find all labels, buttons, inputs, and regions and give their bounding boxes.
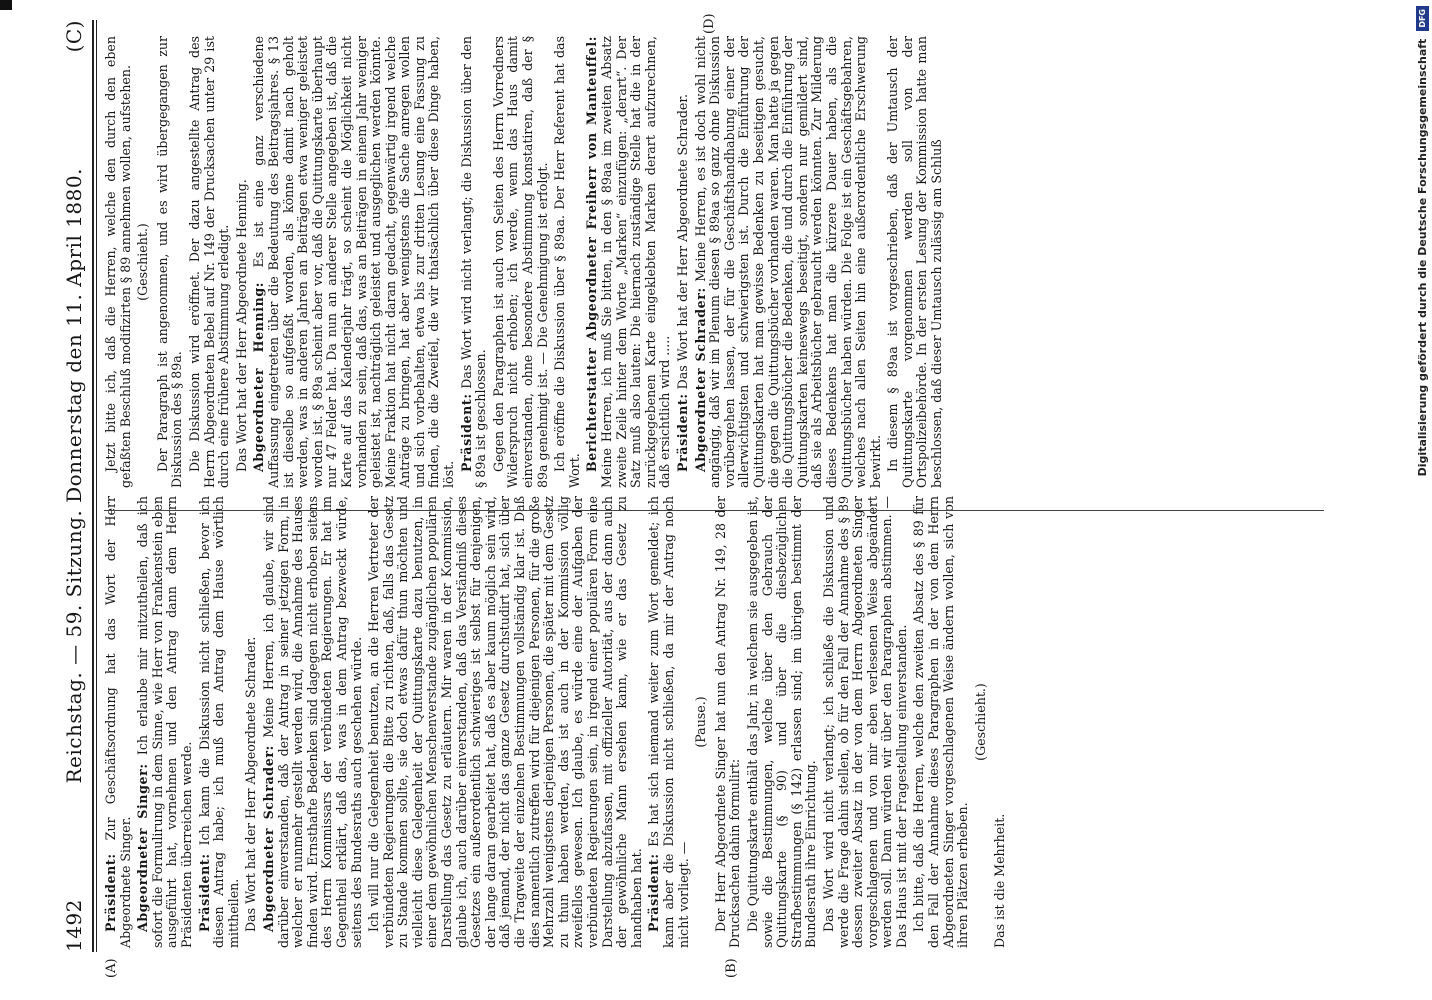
paragraph-text: Die Quittungskarte enthält das Jahr, in welchem sie ausgegeben ist, sowie die Bestimmungen, welche über den Gebrauch der Quittungskarte (§ 90) und über die diesbezüglichen Strafbestimmungen (§ 142) erlassen sind; im übrigen bestimmt der Bundesrath ihre Einrichtung. (744, 496, 819, 948)
header-rule-thin (96, 20, 97, 952)
paragraph (188, 36, 232, 488)
paragraph-text: Das Wort wird nicht verlangt; ich schließe die Diskussion und werde die Frage dahin stellen, ob für den Fall der Annahme des § 89 dessen zweiter Absatz in der von dem Herrn Abgeordneten Singer vorgeschlagenen und von mir eben verlesenen Weise abgeändert werden soll. Dann würden wir über den Paragraphen abstimmen. — Das Haus ist mit der Fragestellung einverstanden. (820, 496, 909, 948)
page-number: 1492 (62, 899, 86, 952)
text-column-right (104, 36, 1334, 488)
speaker-name: Abgeordneter Henning: (251, 282, 267, 472)
stage-direction (136, 36, 151, 488)
paragraph (822, 496, 910, 948)
paragraph-text: Ich erlaube mir mitzutheilen, daß ich sofort die Formulirung in dem Sinne, wie Herr von Frankenstein eben ausgeführt hat, vornehmen und den Antrag dann dem Herrn Präsidenten überreichen werde. (135, 496, 194, 948)
paragraph (262, 496, 364, 948)
margin-letter-c: (C) (62, 20, 86, 53)
paragraph-text: Die Diskussion wird eröffnet. Der dazu angestellte Antrag des Herrn Abgeordneten Bebel auf Nr. 149 der Drucksachen unter 29 ist durch eine frühere Abstimmung erledigt. (186, 36, 232, 488)
stage-direction (974, 496, 989, 948)
paragraph (553, 36, 582, 488)
paragraph (676, 36, 691, 488)
header-rule (92, 20, 94, 952)
paragraph-text: Es ist eine ganz verschiedene Auffassung eingetreten über die Bedeutung des Beitragsjahres. § 13 ist dieselbe so aufgefaßt worden, als könne damit nach geholt werden, was in anderen Jahren an Beiträgen etwa weniger geleistet worden ist. § 89a scheint aber vor, daß die Quittungskarte überhaupt nur 47 Felder hat. Da nun an anderer Stelle angegeben ist, daß die Karte auf das Kalenderjahr trägt, so scheint die Möglichkeit nicht vorhanden zu sein, daß das, was an Beiträgen in einem Jahr weniger geleistet ist, nachträglich geleistet und ausgeglichen werden könnte. Meine Fraktion hat nicht daran gedacht, gegenwärtig irgend welche Anträge zu bringen, hat aber wenigstens die Sache anregen wollen und sich vorbehalten, etwa bis zur dritten Lesung eine Fassung zu finden, die die Zweifel, die wir thatsächlich über diese Dinge haben, löst. (251, 36, 457, 488)
paragraph (367, 496, 644, 948)
paragraph-text: Der Paragraph ist angenommen, und es wird übergegangen zur Diskussion des § 89a. (154, 36, 185, 488)
column-divider (104, 510, 1324, 511)
speaker-name: Berichterstatter Abgeordneter Freiherr von Manteuffel: (584, 36, 600, 472)
paragraph-text: In diesem § 89aa ist vorgeschrieben, daß der Umtausch der Quittungskarte vorgenommen werden soll von der Ortspolizeibehörde. In der ersten Lesung der Kommission hatte man beschlossen, daß dieser Umtausch zulässig am Schluß (885, 36, 945, 488)
paragraph (993, 496, 1008, 948)
running-title: Reichstag. — 59. Sitzung. Donnerstag den 11. April 1880. (62, 168, 86, 784)
paragraph-text: (Geschieht.) (972, 683, 988, 761)
paragraph-text: Das Wort hat der Herr Abgeordnete Schrader. (674, 93, 690, 394)
paragraph-text: (Pause.) (693, 696, 709, 748)
paragraph (912, 496, 970, 948)
paragraph (585, 36, 673, 488)
paragraph-text: Ich eröffne die Diskussion über § 89aa. Der Herr Referent hat das Wort. (552, 36, 582, 488)
paragraph-text: Ich bitte, daß die Herren, welche den zweiten Absatz des § 89 für den Fall der Annahme dieses Paragraphen in der von dem Herrn Abgeordneten Singer vorgeschlagenen Weise ändern wollen, sich von ihren Plätzen erheben. (911, 496, 971, 948)
paragraph-text: Der Herr Abgeordnete Singer hat nun den Antrag Nr. 149, 28 der Drucksachen dahin formulirt: (712, 496, 743, 948)
paragraph (252, 36, 456, 488)
footer-credit: Digitalisierung gefördert durch die Deutsche Forschungsgemeinschaft (1415, 38, 1429, 477)
paragraph (746, 496, 819, 948)
paragraph-text: Das Wort wird nicht verlangt; die Diskussion über den § 89a ist geschlossen. (458, 36, 489, 488)
paragraph (136, 496, 194, 948)
paragraph (104, 496, 133, 948)
paragraph-text: Das ist die Mehrheit. (992, 813, 1008, 948)
paragraph (235, 36, 250, 488)
paragraph-text: Das Wort hat der Herr Abgeordnete Henning. (233, 179, 249, 472)
paragraph-text: Meine Herren, ich glaube, wir sind darüber einverstanden, daß der Antrag in seiner jetzigen Form, in welcher er nunmehr gestellt werden wird, die Annahme des Hauses finden wird. Ernsthafte Bedenken sind dagegen nicht erhoben seitens des Herrn Kommissars der verbündeten Regierungen. Er hat im Gegentheil erklärt, daß das, was in dem Antrag bezweckt würde, seitens des Bundesraths auch geschehen würde. (260, 496, 364, 948)
paragraph (647, 496, 691, 948)
digitization-footer (1412, 0, 1432, 1000)
stage-direction (694, 496, 709, 948)
speaker-name: Präsident: (196, 853, 212, 932)
margin-letter-a: (A) (104, 958, 119, 978)
margin-letter-d: (D) (702, 13, 717, 34)
paragraph (714, 496, 743, 948)
paragraph-text: Zur Geschäftsordnung hat das Wort der Herr Abgeordnete Singer. (103, 496, 133, 948)
paragraph (460, 36, 489, 488)
paragraph (156, 36, 185, 488)
dfg-logo: DFG (1416, 6, 1429, 31)
speaker-name: Präsident: (646, 853, 662, 932)
speaker-name: Abgeordneter Singer: (135, 763, 151, 932)
speaker-name: Abgeordneter Schrader: (260, 745, 276, 932)
paragraph (694, 36, 884, 488)
paragraph (244, 496, 259, 948)
paragraph-text: Meine Herren, es ist doch wohl nicht angängig, daß wir im Plenum diesen § 89aa so ganz ohne Diskussion vorübergehen lassen, der für die Geschäftshandhabung einer der allerwichtigsten und schwierigsten ist. Durch die Einführung der Quittungskarten hat man gewisse Bedenken zu beseitigen gesucht, die gegen die Quittungsbücher vorhanden waren. Man hatte ja gegen die Quittungsbücher die Bedenken, die und durch die Einführung der Quittungskarten keineswegs beseitigt, sondern nur gemildert sind, daß sie als Arbeitsbücher gebraucht werden könnten. Zur Milderung dieses Bedenkens hat man die kürzere Dauer haben, als die Quittungsbücher haben würden. Die Folge ist ein Geschäftsgebahren, welches nach allen Seiten hin eine außerordentliche Erschwerung bewirkt. (692, 36, 883, 488)
paragraph-text: Jetzt bitte ich, daß die Herren, welche den durch den eben gefaßten Beschluß modifizirten § 89 annehmen wollen, aufstehen. (103, 36, 133, 488)
paragraph-text: Das Wort hat der Herr Abgeordnete Schrader. (243, 636, 259, 932)
margin-letter-b: (B) (724, 958, 739, 978)
scan-corner-mark (0, 0, 12, 10)
paragraph-text: Meine Herren, ich muß Sie bitten, in den § 89aa im zweiten Absatz zweite Zeile hinter dem Worte „Marken“ einzufügen: „derart“. Der Satz muß also lauten: Die hiernach zuständige Stelle hat die in der zurückgegebenen Karte eingeklebten Marken derart aufzurechnen, daß ersichtlich wird ..... (599, 36, 673, 488)
page-header (58, 20, 86, 952)
paragraph-text: Ich will nur die Gelegenheit benutzen, an die Herren Vertreter der verbündeten Regierungen die Bitte zu richten, daß, falls das Gesetz zu Stande kommen sollte, sie doch etwas dafür thun möchten und vielleicht diese Gelegenheit der Quittungskarte dazu benutzen, in einer dem gewöhnlichen Menschenverstande zugänglichen populären Darstellung das Gesetz zu erläutern. Mir waren in der Kommission, glaube ich, auch darüber einverstanden, daß das Verständniß dieses Gesetzes ein außerordentlich schwieriges ist selbst für denjenigen, der lange daran gearbeitet hat, daß es aber kaum möglich sein wird, daß jemand, der nicht das ganze Gesetz durchstudirt hat, sich über die Tragweite der einzelnen Bestimmungen vollständig klar ist. Daß dies namentlich zutreffen wird für diejenigen Personen, für die große Mehrzahl wenigstens derjenigen Personen, die später mit dem Gesetz zu thun haben werden, das ist auch in der Kommission völlig zweifellos gewesen. Ich glaube, es würde eine der Aufgaben der verbündeten Regierungen sein, in irgend einer populären Form eine Darstellung abzufassen, mit offizieller Autorität, aus der dann auch der gewöhnliche Mann ersehen kann, wie er das Gesetz zu handhaben hat. (366, 496, 644, 948)
paragraph (198, 496, 242, 948)
speaker-name: Präsident: (458, 393, 474, 472)
speaker-name: Präsident: (103, 853, 118, 932)
paragraph (492, 36, 550, 488)
paragraph-text: Gegen den Paragraphen ist auch von Seiten des Herrn Vorredners Widerspruch nicht erhoben; ich werde, wenn das Haus damit einverstanden, ohne besondere Abstimmung konstatiren, daß der § 89a genehmigt ist. — Die Genehmigung ist erfolgt. (490, 36, 550, 488)
paragraph-text: Ich kann die Diskussion nicht schließen, bevor ich diesen Antrag habe; ich muß den Antrag dem Hause wörtlich mittheilen. (196, 496, 241, 948)
speaker-name: Abgeordneter Schrader: (692, 287, 708, 472)
paragraph-text: (Geschieht.) (135, 223, 151, 301)
text-column-left (104, 496, 1334, 948)
paragraph (886, 36, 944, 488)
paragraph (104, 36, 133, 488)
paragraph-text: Es hat sich niemand weiter zum Wort gemeldet; ich kann aber die Diskussion nicht schließen, da mir der Antrag noch nicht vorliegt. — (646, 496, 691, 948)
speaker-name: Präsident: (674, 393, 690, 472)
